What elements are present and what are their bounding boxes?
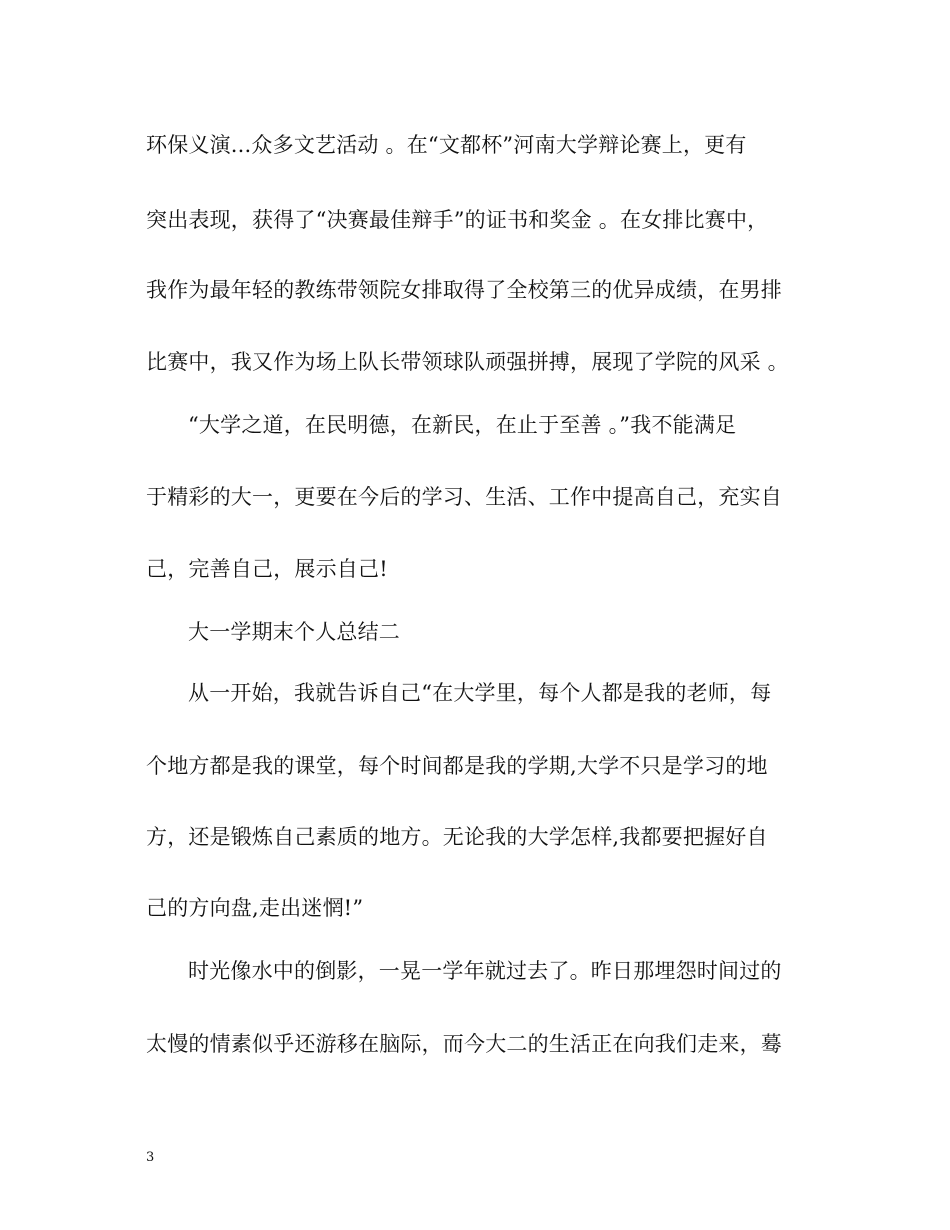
text-line: 我作为最年轻的教练带领院女排取得了全校第三的优异成绩，在男排 — [146, 278, 782, 302]
text-line: 个地方都是我的课堂，每个时间都是我的学期,大学不只是学习的地 — [146, 754, 768, 778]
paragraph-first-line: 时光像水中的倒影，一晃一学年就过去了。昨日那埋怨时间过的 — [188, 959, 782, 983]
text-line: 突出表现，获得了“决赛最佳辩手”的证书和奖金 。在女排比赛中， — [146, 208, 769, 232]
page-number: 3 — [146, 1150, 155, 1165]
text-line: 方，还是锻炼自己素质的地方。无论我的大学怎样,我都要把握好自 — [146, 825, 768, 849]
text-line: 环保义演...众多文艺活动 。在“文都杯”河南大学辩论赛上，更有 — [146, 133, 747, 157]
section-heading: 大一学期末个人总结二 — [188, 620, 400, 644]
text-line: 比赛中，我又作为场上队长带领球队顽强拼搏，展现了学院的风采 。 — [146, 350, 789, 374]
paragraph-first-line: “大学之道，在民明德，在新民，在止于至善 。”我不能满足 — [188, 413, 737, 437]
text-line: 己，完善自己，展示自己! — [146, 557, 388, 581]
text-line: 于精彩的大一，更要在今后的学习、生活、工作中提高自己，充实自 — [146, 485, 782, 509]
text-line: 己的方向盘,走出迷惘!” — [146, 896, 364, 920]
paragraph-first-line: 从一开始，我就告诉自己“在大学里，每个人都是我的老师，每 — [188, 681, 772, 705]
text-line: 太慢的情素似乎还游移在脑际，而今大二的生活正在向我们走来，蓦 — [146, 1032, 782, 1056]
